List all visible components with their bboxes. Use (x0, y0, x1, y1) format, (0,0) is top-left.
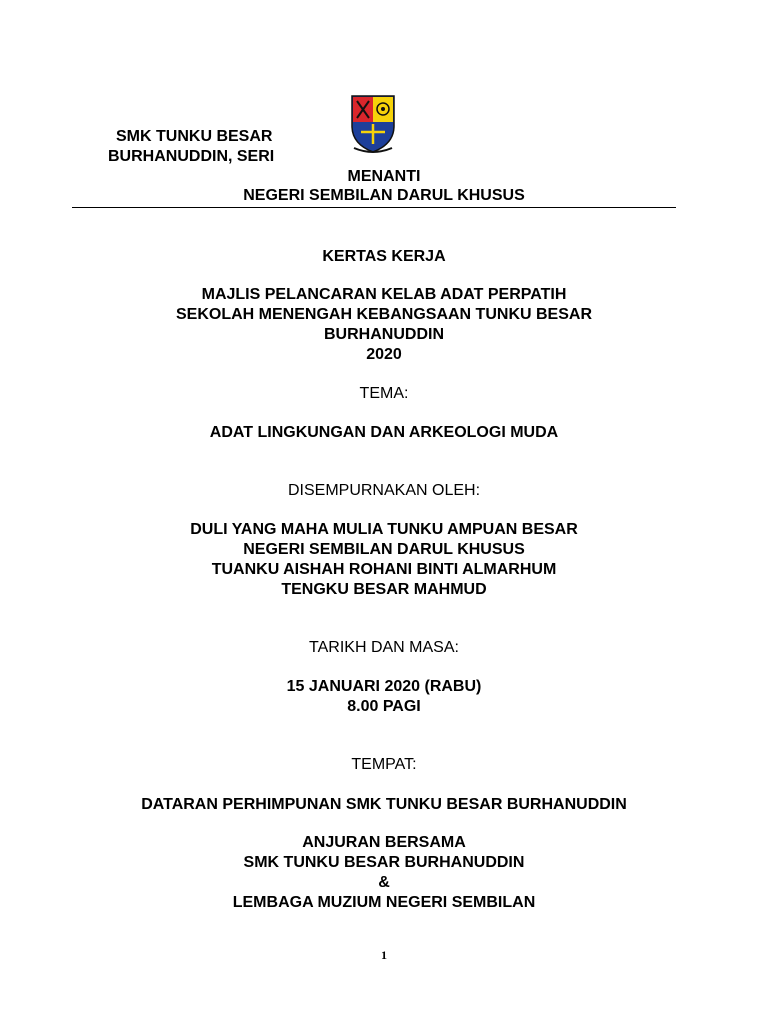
school-name-line-1: SMK TUNKU BESAR (116, 128, 273, 145)
school-name-line-2: BURHANUDDIN, SERI (108, 148, 275, 165)
event-title-line: SEKOLAH MENENGAH KEBANGSAAN TUNKU BESAR (175, 306, 592, 323)
officiated-by-line: TUANKU AISHAH ROHANI BINTI ALMARHUM (211, 561, 557, 578)
time-value: 8.00 PAGI (347, 698, 421, 715)
organizers-ampersand: & (378, 874, 390, 891)
officiated-by-line: NEGERI SEMBILAN DARUL KHUSUS (243, 541, 525, 558)
event-year: 2020 (366, 346, 402, 363)
officiated-by-line: DULI YANG MAHA MULIA TUNKU AMPUAN BESAR (190, 521, 578, 538)
theme-value: ADAT LINGKUNGAN DAN ARKEOLOGI MUDA (209, 424, 559, 441)
page-number: 1 (381, 948, 387, 962)
school-name-line-3: MENANTI (347, 168, 421, 185)
event-title-line: BURHANUDDIN (324, 326, 444, 343)
header-divider (72, 207, 676, 208)
theme-label: TEMA: (359, 385, 409, 402)
organizers-line: LEMBAGA MUZIUM NEGERI SEMBILAN (232, 894, 536, 911)
document-type-title: KERTAS KERJA (322, 248, 446, 265)
officiated-label: DISEMPURNAKAN OLEH: (287, 482, 481, 499)
school-state-line: NEGERI SEMBILAN DARUL KHUSUS (243, 187, 525, 204)
organizers-line: ANJURAN BERSAMA (302, 834, 466, 851)
venue-value: DATARAN PERHIMPUNAN SMK TUNKU BESAR BURHANUDDIN (141, 796, 627, 813)
organizers-line: SMK TUNKU BESAR BURHANUDDIN (243, 854, 525, 871)
event-title-line: MAJLIS PELANCARAN KELAB ADAT PERPATIH (201, 286, 567, 303)
venue-label: TEMPAT: (351, 756, 417, 773)
date-value: 15 JANUARI 2020 (RABU) (286, 678, 482, 695)
school-crest-icon (346, 92, 400, 154)
datetime-label: TARIKH DAN MASA: (309, 639, 459, 656)
officiated-by-line: TENGKU BESAR MAHMUD (281, 581, 487, 598)
